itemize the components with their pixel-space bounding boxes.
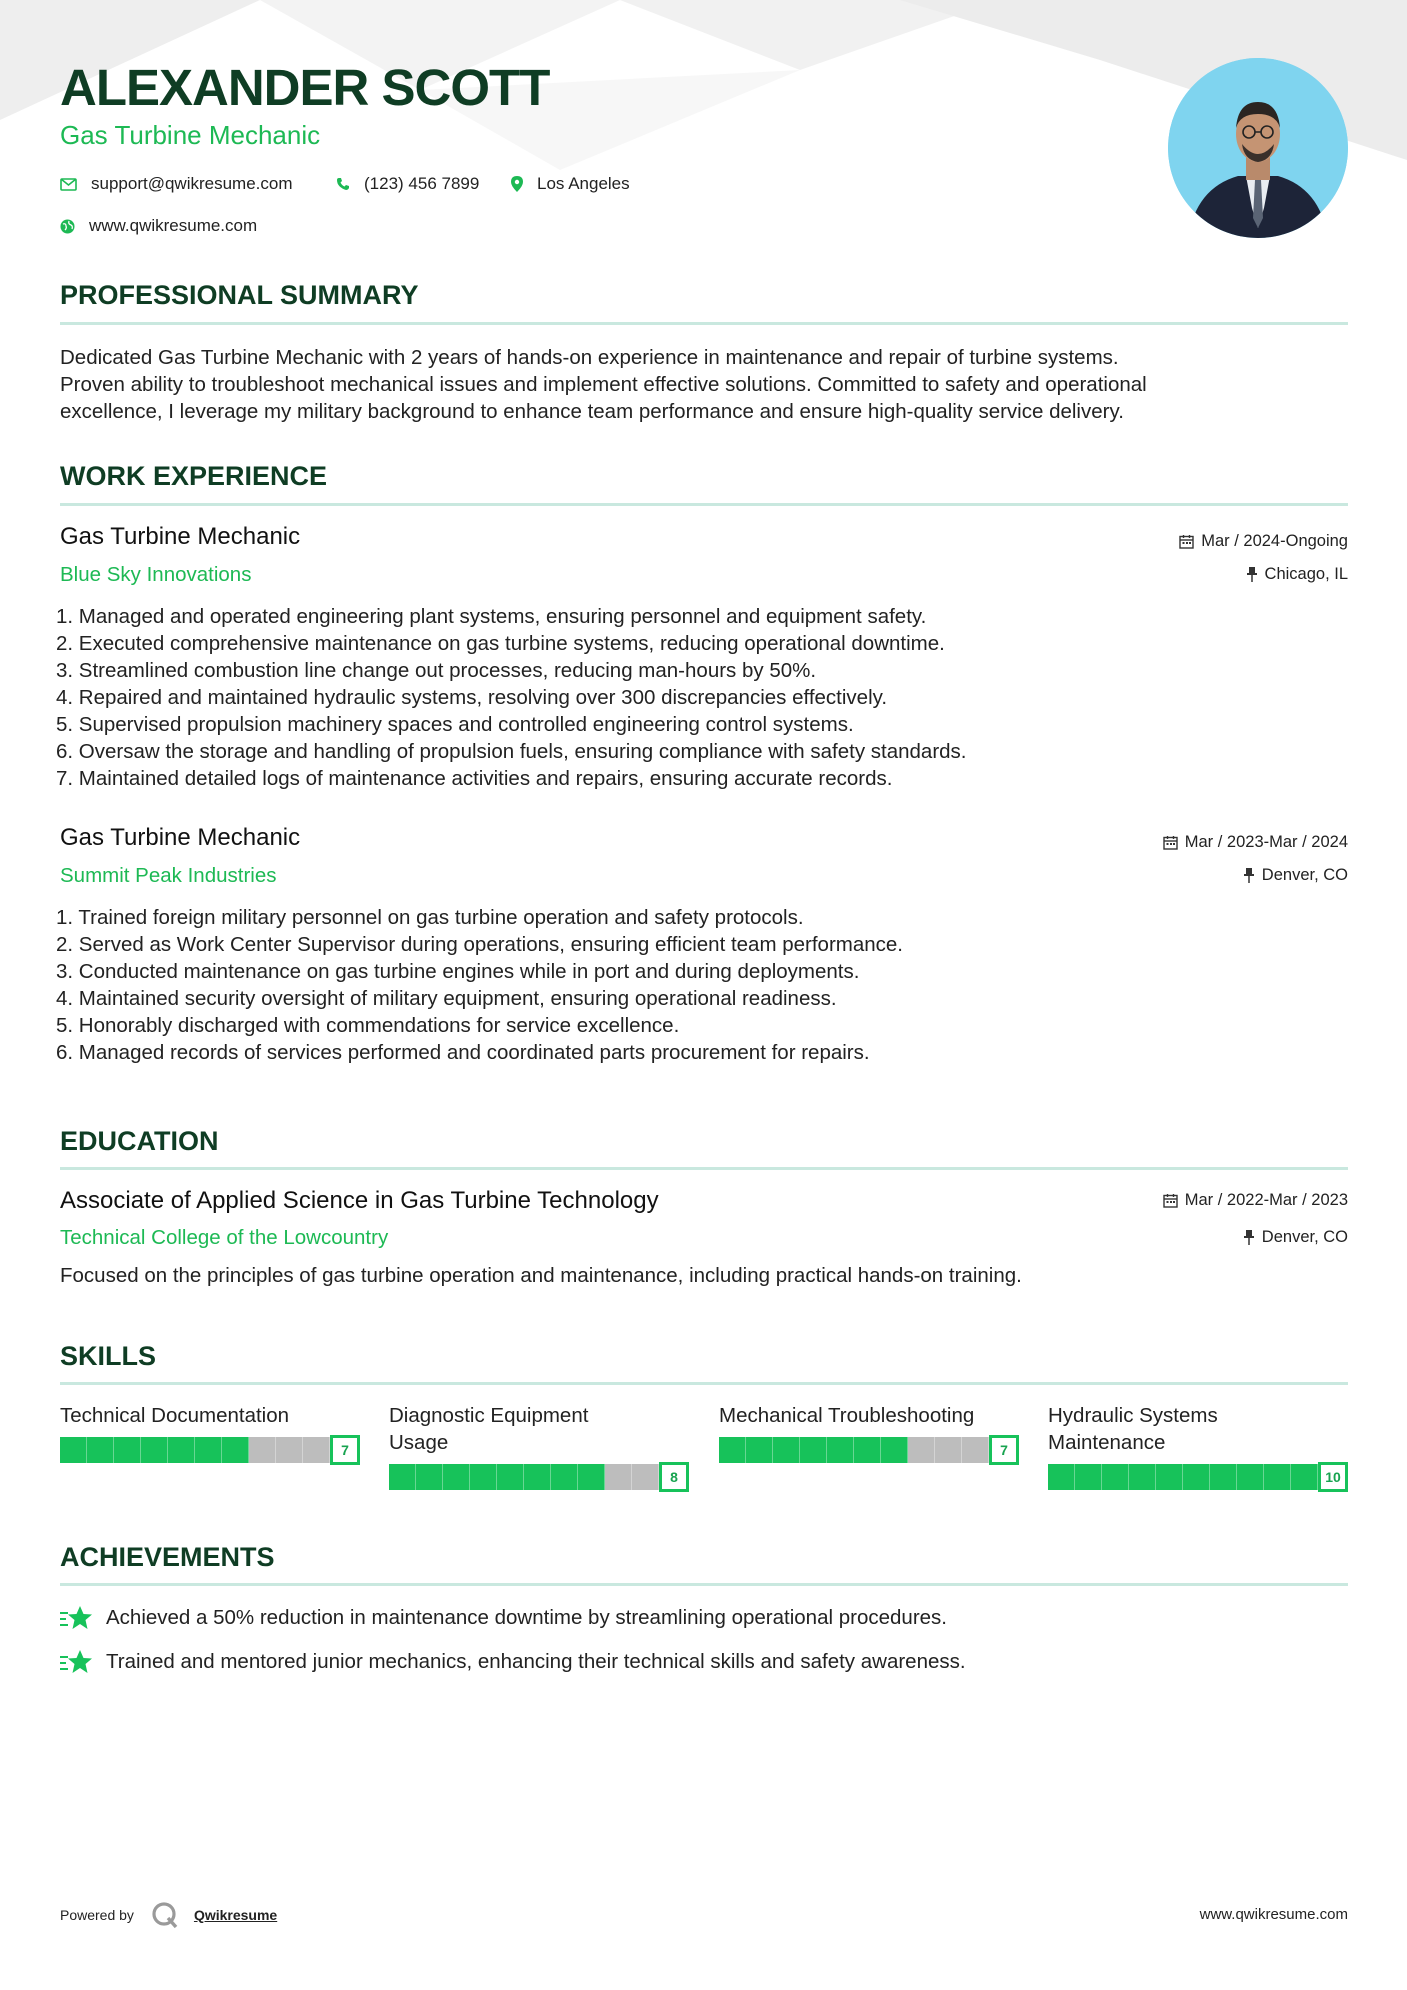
globe-icon: [60, 219, 75, 234]
job-dates: [1179, 532, 1348, 551]
skill-segment-filled: [195, 1437, 222, 1463]
skill-name-line: Technical Documentation: [60, 1404, 290, 1427]
skill-segment-filled: [443, 1464, 470, 1490]
contact-phone[interactable]: [336, 174, 479, 194]
section-divider: [60, 322, 1348, 325]
skill-segment-empty: [908, 1437, 935, 1463]
skill-name: [60, 1402, 360, 1429]
skill-segment-filled: [114, 1437, 141, 1463]
skill-bar-track: [389, 1464, 659, 1490]
contact-email[interactable]: [60, 174, 293, 194]
skill-bar: [719, 1435, 1019, 1461]
skill-score: 7: [330, 1435, 360, 1465]
skill-segment-empty: [276, 1437, 303, 1463]
candidate-title: Gas Turbine Mechanic: [60, 120, 321, 150]
map-marker-icon: [511, 176, 523, 192]
list-item: 6. Oversaw the storage and handling of propulsion fuels, ensuring compliance with safety standards.: [56, 740, 967, 763]
list-item: 5. Honorably discharged with commendations for service excellence.: [56, 1014, 680, 1037]
dates-text: Mar / 2023-Mar / 2024: [1184, 833, 1348, 851]
summary-line: excellence, I leverage my military background to enhance team performance and ensure high-quality service delivery.: [60, 400, 1124, 423]
skill-segment-filled: [168, 1437, 195, 1463]
skill-score: 8: [659, 1462, 689, 1492]
skill-segment-empty: [303, 1437, 330, 1463]
list-item: 4. Repaired and maintained hydraulic systems, resolving over 300 discrepancies effectively.: [56, 686, 888, 709]
qwikresume-link[interactable]: Qwikresume: [193, 1907, 278, 1923]
skill-score: 10: [1318, 1462, 1348, 1492]
skill-segment-empty: [935, 1437, 962, 1463]
skills-heading: SKILLS: [60, 1341, 157, 1371]
email-text: support@qwikresume.com: [91, 174, 293, 193]
school-name: Technical College of the Lowcountry: [60, 1226, 389, 1249]
location-text: Los Angeles: [537, 174, 630, 193]
envelope-icon: [60, 178, 77, 191]
location-text: Denver, CO: [1261, 866, 1348, 884]
job-bullets: [56, 904, 1346, 1066]
dates-text: Mar / 2022-Mar / 2023: [1184, 1191, 1348, 1209]
degree-title: Associate of Applied Science in Gas Turbine Technology: [60, 1187, 659, 1214]
section-divider: [60, 1382, 1348, 1385]
job-company: Summit Peak Industries: [60, 864, 277, 887]
calendar-icon: [1163, 1193, 1178, 1208]
skill-bar-track: [60, 1437, 330, 1463]
qwikresume-logo-icon: [150, 1900, 180, 1930]
list-item: 4. Maintained security oversight of military equipment, ensuring operational readiness.: [56, 987, 837, 1010]
skill-segment-filled: [551, 1464, 578, 1490]
skill-segment-empty: [249, 1437, 276, 1463]
skill-name-line: Diagnostic Equipment: [389, 1404, 589, 1427]
skill-segment-filled: [1048, 1464, 1075, 1490]
list-item: 2. Executed comprehensive maintenance on gas turbine systems, reducing operational downtime.: [56, 632, 945, 655]
dates-text: Mar / 2024-Ongoing: [1201, 532, 1348, 550]
skill-segment-filled: [578, 1464, 605, 1490]
skill-segment-filled: [60, 1437, 87, 1463]
skill-name-line: Mechanical Troubleshooting: [719, 1404, 975, 1427]
skill-segment-filled: [87, 1437, 114, 1463]
list-item: 3. Conducted maintenance on gas turbine engines while in port and during deployments.: [56, 960, 860, 983]
star-icon: [60, 1648, 94, 1676]
star-icon: [60, 1604, 94, 1632]
skill-segment-filled: [827, 1437, 854, 1463]
calendar-icon: [1163, 835, 1178, 850]
footer-powered-by: [60, 1900, 277, 1930]
job-bullets: [56, 603, 1346, 792]
footer-site-link[interactable]: www.qwikresume.com: [1199, 1906, 1348, 1923]
skill-segment-filled: [1237, 1464, 1264, 1490]
skill-segment-filled: [1264, 1464, 1291, 1490]
skill-name: [389, 1402, 689, 1456]
location-text: Chicago, IL: [1264, 565, 1348, 583]
skill-segment-filled: [719, 1437, 746, 1463]
achievement-item: [60, 1648, 966, 1676]
section-divider: [60, 503, 1348, 506]
section-divider: [60, 1583, 1348, 1586]
skill-segment-filled: [773, 1437, 800, 1463]
job-location: [1243, 866, 1348, 885]
skill-segment-filled: [1102, 1464, 1129, 1490]
summary-line: Dedicated Gas Turbine Mechanic with 2 years of hands-on experience in maintenance and repair of turbine systems.: [60, 346, 1119, 369]
skill-segment-filled: [141, 1437, 168, 1463]
website-text: www.qwikresume.com: [89, 216, 258, 235]
skill-bar-track: [719, 1437, 989, 1463]
skill-segment-filled: [416, 1464, 443, 1490]
skill-segment-filled: [1129, 1464, 1156, 1490]
skill-segment-filled: [881, 1437, 908, 1463]
list-item: 6. Managed records of services performed and coordinated parts procurement for repairs.: [56, 1041, 870, 1064]
summary-text: [60, 344, 1350, 425]
skill-name-line: Maintenance: [1048, 1431, 1166, 1454]
job-company: Blue Sky Innovations: [60, 563, 252, 586]
list-item: 1. Trained foreign military personnel on gas turbine operation and safety protocols.: [56, 906, 804, 929]
skill-segment-empty: [632, 1464, 659, 1490]
location-text: Denver, CO: [1261, 1228, 1348, 1246]
list-item: 3. Streamlined combustion line change out processes, reducing man-hours by 50%.: [56, 659, 817, 682]
section-divider: [60, 1167, 1348, 1170]
phone-icon: [336, 177, 350, 191]
skill-segment-filled: [1075, 1464, 1102, 1490]
job-role: Gas Turbine Mechanic: [60, 523, 301, 550]
achievements-heading: ACHIEVEMENTS: [60, 1542, 275, 1572]
education-heading: EDUCATION: [60, 1126, 219, 1156]
phone-text: (123) 456 7899: [364, 174, 480, 193]
job-location: [1246, 565, 1348, 584]
list-item: 5. Supervised propulsion machinery spaces and controlled engineering control systems.: [56, 713, 854, 736]
skill-score: 7: [989, 1435, 1019, 1465]
list-item: 7. Maintained detailed logs of maintenance activities and repairs, ensuring accurate records.: [56, 767, 893, 790]
achievement-text: Achieved a 50% reduction in maintenance downtime by streamlining operational procedures.: [106, 1606, 947, 1629]
skill-segment-filled: [1183, 1464, 1210, 1490]
skill-segment-empty: [605, 1464, 632, 1490]
skill-bar: [60, 1435, 360, 1461]
skill-segment-filled: [222, 1437, 249, 1463]
skill-bar: [389, 1462, 689, 1488]
summary-heading: PROFESSIONAL SUMMARY: [60, 280, 419, 310]
skill-name-line: Usage: [389, 1431, 449, 1454]
skill-bar: [1048, 1462, 1348, 1488]
education-dates: [1163, 1191, 1348, 1210]
list-item: 1. Managed and operated engineering plant systems, ensuring personnel and equipment safety.: [56, 605, 927, 628]
contact-website[interactable]: [60, 216, 257, 236]
skill-bar-track: [1048, 1464, 1318, 1490]
powered-by-label: Powered by: [60, 1907, 134, 1923]
pushpin-icon: [1243, 1230, 1255, 1245]
skill-segment-filled: [746, 1437, 773, 1463]
contact-location: [511, 174, 630, 194]
skill-name: [719, 1402, 1019, 1429]
skill-segment-filled: [497, 1464, 524, 1490]
education-location: [1243, 1228, 1348, 1247]
skill-segment-filled: [800, 1437, 827, 1463]
skill-segment-filled: [1291, 1464, 1318, 1490]
skill-segment-filled: [389, 1464, 416, 1490]
list-item: 2. Served as Work Center Supervisor during operations, ensuring efficient team performance.: [56, 933, 904, 956]
summary-line: Proven ability to troubleshoot mechanical issues and implement effective solutions. Committed to safety and operational: [60, 373, 1147, 396]
job-role: Gas Turbine Mechanic: [60, 824, 301, 851]
skill-item: [1048, 1402, 1348, 1488]
skill-item: [719, 1402, 1019, 1461]
skill-item: [389, 1402, 689, 1488]
skill-name: [1048, 1402, 1348, 1456]
education-description: Focused on the principles of gas turbine operation and maintenance, including practical hands-on training.: [60, 1264, 1022, 1287]
skill-segment-filled: [470, 1464, 497, 1490]
profile-photo: [1168, 58, 1348, 238]
achievement-item: [60, 1604, 947, 1632]
skill-segment-filled: [524, 1464, 551, 1490]
candidate-name: ALEXANDER SCOTT: [60, 59, 550, 116]
job-dates: [1163, 833, 1348, 852]
skill-segment-filled: [1210, 1464, 1237, 1490]
skill-segment-empty: [962, 1437, 989, 1463]
skill-segment-filled: [854, 1437, 881, 1463]
skill-segment-filled: [1156, 1464, 1183, 1490]
skill-name-line: Hydraulic Systems: [1048, 1404, 1218, 1427]
achievement-text: Trained and mentored junior mechanics, enhancing their technical skills and safety awareness.: [106, 1650, 966, 1673]
calendar-icon: [1179, 534, 1194, 549]
pushpin-icon: [1246, 567, 1258, 582]
skill-item: [60, 1402, 360, 1461]
experience-heading: WORK EXPERIENCE: [60, 461, 328, 491]
pushpin-icon: [1243, 868, 1255, 883]
